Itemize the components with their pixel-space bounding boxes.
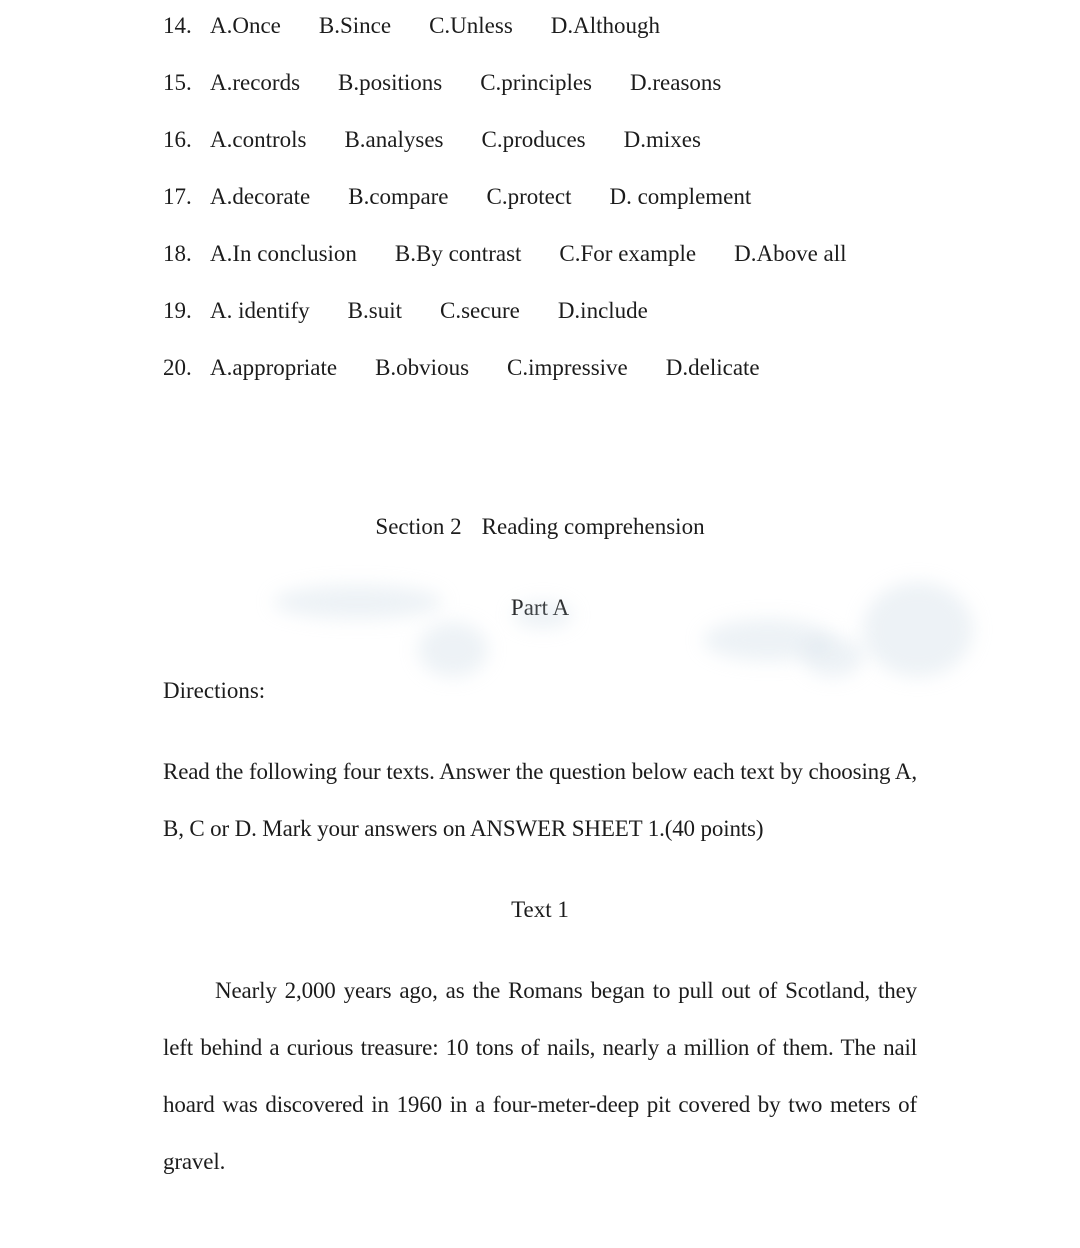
part-heading: Part A <box>510 595 570 620</box>
question-option-d: D. complement <box>609 184 752 209</box>
question-number: 14. <box>163 13 192 38</box>
question-row-18 <box>163 225 917 282</box>
question-number: 19. <box>163 298 192 323</box>
question-option-c: C.Unless <box>429 13 513 38</box>
question-option-d: D.Although <box>550 13 661 38</box>
question-row-15 <box>163 54 917 111</box>
question-row-17 <box>163 168 917 225</box>
directions-text: Read the following four texts. Answer the question below each text by choosing A, B, C or D. Mark your answers on ANSWER SHEET 1.(40 points) <box>163 759 917 841</box>
question-option-b: B.analyses <box>344 127 444 152</box>
question-option-d: D.Above all <box>734 241 847 266</box>
question-option-b: B.Since <box>318 13 392 38</box>
question-list <box>163 0 917 396</box>
question-option-d: D.reasons <box>630 70 722 95</box>
question-number: 18. <box>163 241 192 266</box>
question-option-a: A.In conclusion <box>210 241 357 266</box>
question-option-b: B.obvious <box>375 355 470 380</box>
question-option-a: A.Once <box>210 13 281 38</box>
question-option-a: A.decorate <box>210 184 311 209</box>
question-option-d: D.include <box>557 298 648 323</box>
text1-heading: Text 1 <box>511 897 569 922</box>
question-row-14 <box>163 0 917 54</box>
section-label: Section 2 <box>375 514 462 539</box>
question-option-d: D.mixes <box>623 127 701 152</box>
question-option-a: A. identify <box>210 298 310 323</box>
question-option-b: B.compare <box>348 184 449 209</box>
section-heading <box>163 498 917 555</box>
question-number: 15. <box>163 70 192 95</box>
question-option-b: B.By contrast <box>394 241 522 266</box>
question-option-c: C.impressive <box>507 355 628 380</box>
question-row-19 <box>163 282 917 339</box>
question-option-c: C.protect <box>486 184 572 209</box>
exam-page <box>163 0 917 1190</box>
question-option-a: A.appropriate <box>210 355 338 380</box>
question-option-c: C.principles <box>480 70 593 95</box>
question-number: 16. <box>163 127 192 152</box>
question-option-c: C.For example <box>559 241 697 266</box>
question-option-d: D.delicate <box>665 355 760 380</box>
question-option-a: A.records <box>210 70 301 95</box>
question-option-a: A.controls <box>210 127 307 152</box>
text1-paragraph: Nearly 2,000 years ago, as the Romans began to pull out of Scotland, they left behind a curious treasure: 10 tons of nails, nearly a million of them. The nail hoard was discovered in 1960 in a four-meter-deep pit covered by two meters of gravel. <box>163 978 917 1174</box>
question-row-16 <box>163 111 917 168</box>
question-option-c: C.produces <box>481 127 586 152</box>
directions-label: Directions: <box>163 678 266 703</box>
question-number: 17. <box>163 184 192 209</box>
question-option-b: B.positions <box>338 70 443 95</box>
question-option-b: B.suit <box>347 298 402 323</box>
question-option-c: C.secure <box>439 298 520 323</box>
question-number: 20. <box>163 355 192 380</box>
section-title: Reading comprehension <box>481 514 705 539</box>
question-row-20 <box>163 339 917 396</box>
